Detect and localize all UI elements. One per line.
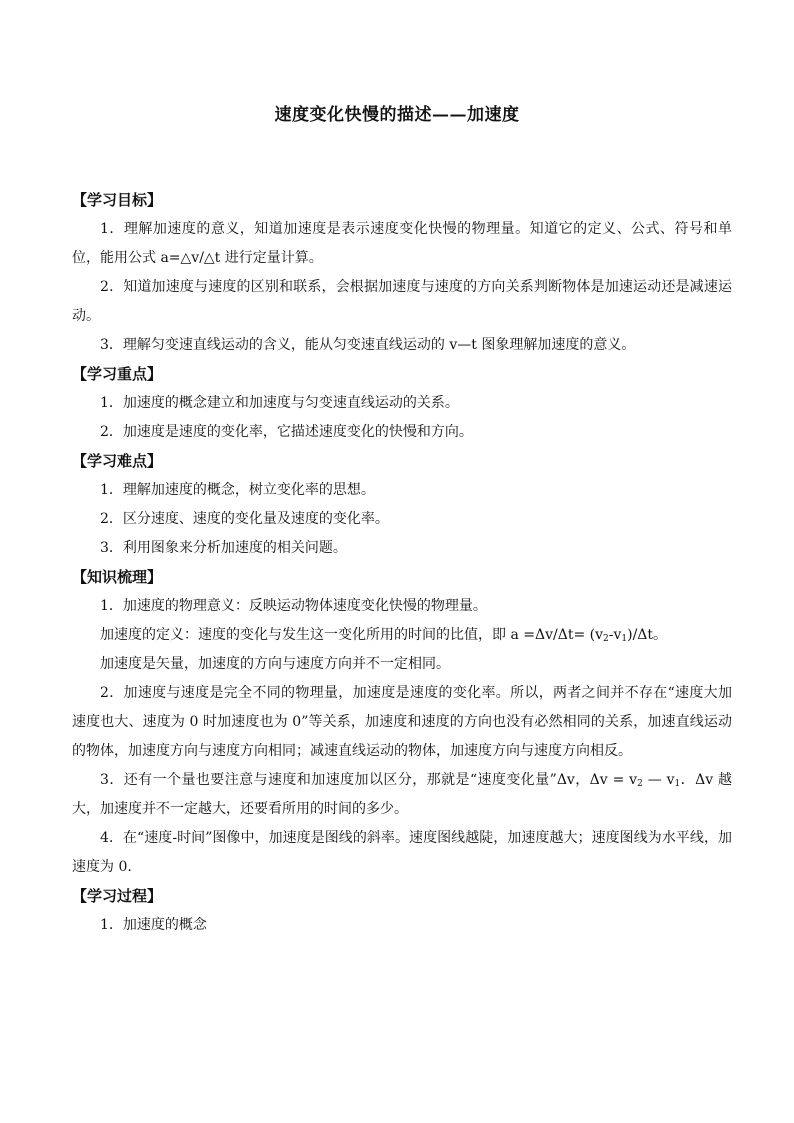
definition-text: 加速度的定义：速度的变化与发生这一变化所用的时间的比值，即 a =Δv/Δt= (v — [100, 627, 604, 643]
knowledge-paragraph: 1．加速度的物理意义：反映运动物体速度变化快慢的物理量。 — [100, 598, 487, 614]
velocity-change-mid: — v — [642, 772, 675, 788]
key-point-item: 2．加速度是速度的变化率，它描述速度变化的快慢和方向。 — [100, 424, 473, 440]
subscript-1: 1 — [621, 634, 628, 644]
definition-end: )/Δt。 — [627, 627, 668, 643]
objective-item: 2．知道加速度与速度的区别和联系，会根据加速度与速度的方向关系判断物体是加速运动还是减速运动。 — [72, 279, 732, 324]
page-title: 速度变化快慢的描述——加速度 — [274, 105, 520, 125]
definition-mid: -v — [608, 627, 622, 643]
objective-item: 3．理解匀变速直线运动的含义，能从匀变速直线运动的 v—t 图象理解加速度的意义。 — [100, 337, 636, 353]
velocity-change-paragraph — [72, 766, 732, 824]
velocity-change-text: 3．还有一个量也要注意与速度和加速度加以区分，那就是“速度变化量”Δv，Δv = v — [100, 772, 638, 788]
knowledge-paragraph: 2．加速度与速度是完全不同的物理量，加速度是速度的变化率。所以，两者之间并不存在“速度大加速度也大、速度为 0 时加速度也为 0”等关系，加速度和速度的方向也没有必然相同的关系，加速直线运动的物体，加速度方向与速度方向相同；减速直线运动的物体，加速度方向与速度方向相反。 — [72, 685, 732, 759]
document-body — [72, 186, 732, 940]
difficulty-item: 3．利用图象来分析加速度的相关问题。 — [100, 540, 347, 556]
difficulty-item: 1．理解加速度的概念，树立变化率的思想。 — [100, 482, 375, 498]
objective-item: 1．理解加速度的意义，知道加速度是表示速度变化快慢的物理量。知道它的定义、公式、符号和单位，能用公式 a=△v/△t 进行定量计算。 — [72, 221, 732, 266]
acceleration-definition — [72, 621, 732, 650]
velocity-change-end: ．Δv 越大，加速度并不一定越大，还要看所用的时间的多少。 — [72, 772, 732, 817]
section-heading-difficulties: 【学习难点】 — [72, 452, 163, 470]
section-heading-objectives: 【学习目标】 — [72, 191, 163, 209]
knowledge-paragraph: 4．在“速度-时间”图像中，加速度是图线的斜率。速度图线越陡，加速度越大；速度图线为水平线，加速度为 0. — [72, 830, 732, 875]
difficulty-item: 2．区分速度、速度的变化量及速度的变化率。 — [100, 511, 389, 527]
subscript-1: 1 — [674, 779, 681, 789]
section-heading-process: 【学习过程】 — [72, 887, 163, 905]
key-point-item: 1．加速度的概念建立和加速度与匀变速直线运动的关系。 — [100, 395, 459, 411]
subscript-2: 2 — [603, 634, 609, 644]
section-heading-key-points: 【学习重点】 — [72, 365, 163, 383]
knowledge-paragraph: 加速度是矢量，加速度的方向与速度方向并不一定相同。 — [100, 656, 450, 672]
section-heading-knowledge: 【知识梳理】 — [72, 568, 163, 586]
subscript-2: 2 — [637, 779, 643, 789]
process-item: 1．加速度的概念 — [100, 917, 207, 933]
